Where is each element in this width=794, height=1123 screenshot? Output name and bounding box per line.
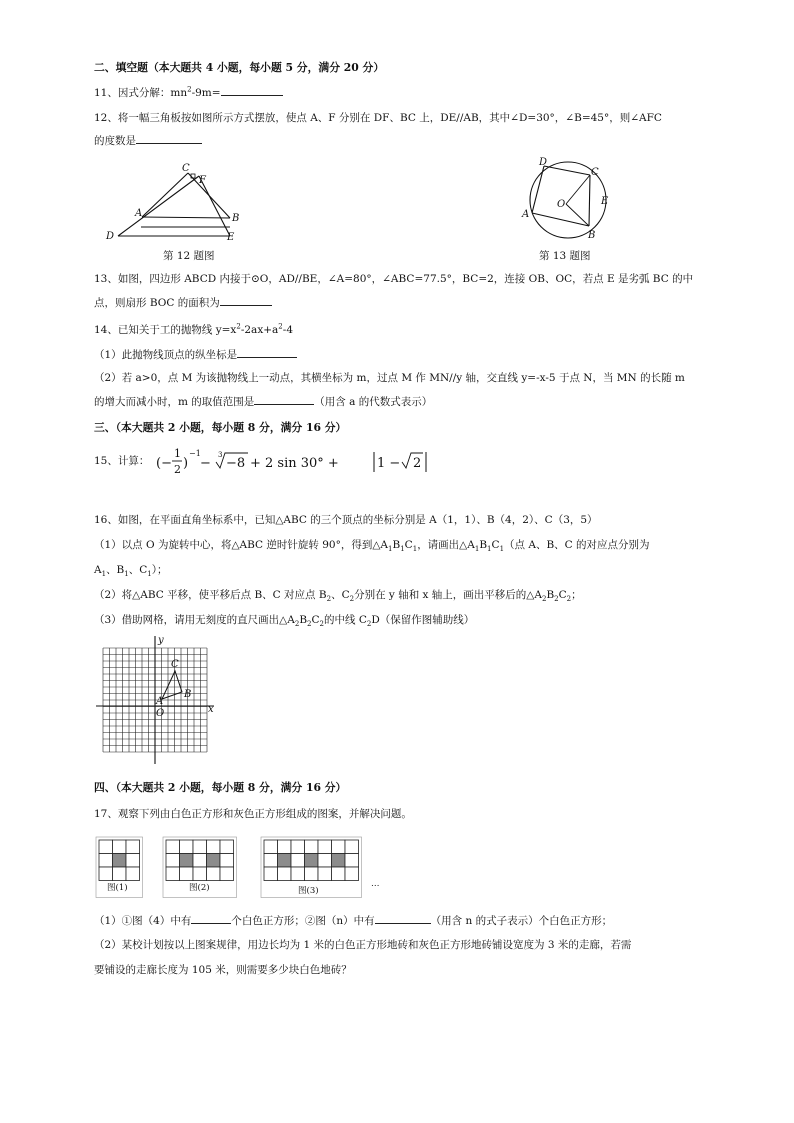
question-14-part2-line2	[94, 393, 706, 410]
q16-text: （1）以点 O 为旋转中心，将△ABC 逆时针旋转 90°，得到△A	[94, 539, 389, 551]
white-square	[291, 867, 305, 881]
q16-sub: 2	[566, 595, 572, 604]
q16-sub: 1	[487, 545, 492, 554]
q16-sub: 1	[124, 570, 129, 579]
q15-frac-num: 1	[174, 447, 181, 460]
q15-root-arg: −8	[226, 456, 246, 471]
q16-text: B	[479, 539, 488, 551]
white-square	[305, 867, 319, 881]
question-16-part1-line2	[94, 562, 706, 578]
label-a: A	[135, 208, 143, 219]
line-da	[532, 166, 544, 213]
line-ab	[142, 217, 230, 218]
white-square	[264, 854, 278, 868]
white-square	[278, 867, 292, 881]
q16-text: ；	[571, 589, 582, 601]
q14-exp1: 2	[236, 322, 241, 331]
white-square	[278, 840, 292, 854]
label-e: E	[227, 232, 235, 243]
gray-square	[180, 854, 194, 868]
pattern-ellipsis: …	[371, 879, 380, 889]
q14-exp2: 2	[278, 322, 283, 331]
q14-text-mid: -2ax+a	[240, 324, 279, 336]
question-17-part1	[94, 912, 706, 929]
label-x: x	[208, 704, 214, 715]
question-12-line1: 12、将一幅三角板按如图所示方式摆放，使点 A、F 分别在 DF、BC 上，DE//AB，其中∠D=30°，∠B=45°，则∠AFC	[94, 112, 662, 124]
q16-sub: 1	[388, 545, 393, 554]
pattern-label-3: 图(3)	[298, 886, 319, 896]
q16-sub: 1	[412, 545, 418, 554]
q16-sub: 2	[319, 620, 325, 629]
q16-sub: 2	[349, 595, 355, 604]
q15-exponent: −1	[189, 449, 201, 458]
question-17-part2-line1: （2）某校计划按以上图案规律，用边长均为 1 米的白色正方形地砖和灰色正方形地砖铺设宽度为 3 米的走廊，若需	[94, 939, 632, 951]
q17-p1-blank2[interactable]	[375, 912, 431, 924]
q16-text: （点 A、B、C 的对应点分别为	[504, 539, 650, 551]
line-oc	[566, 175, 590, 204]
q12-text: 的度数是	[94, 135, 136, 147]
q15-root-index: 3	[218, 451, 223, 459]
q15-minus: −	[200, 456, 211, 471]
white-square	[193, 867, 207, 881]
label-d: D	[539, 157, 548, 168]
line-ob	[566, 204, 589, 226]
gray-square	[278, 854, 292, 868]
question-15	[94, 446, 706, 476]
white-square	[126, 840, 140, 854]
white-square	[113, 867, 127, 881]
q16-sub: 1	[101, 570, 107, 579]
white-square	[99, 840, 113, 854]
question-16-part2	[94, 587, 706, 603]
q16-text: C	[404, 539, 413, 551]
gray-square	[305, 854, 319, 868]
q14-p1-text: （1）此抛物线顶点的纵坐标是	[94, 349, 238, 361]
question-17-line1: 17、观察下列由白色正方形和灰色正方形组成的图案，并解决问题。	[94, 808, 412, 820]
line-cb	[589, 175, 590, 226]
q16-text: B	[546, 589, 555, 601]
white-square	[180, 867, 194, 881]
q11-answer-blank[interactable]	[221, 84, 283, 96]
q16-text: （2）将△ABC 平移，使平移后点 B、C 对应点 B	[94, 589, 327, 601]
label-b: B	[232, 213, 240, 224]
q16-text: C	[311, 614, 320, 626]
section-3-heading: 三、（本大题共 2 小题，每小题 8 分，满分 16 分）	[94, 421, 347, 434]
q16-text: 、B	[106, 564, 125, 576]
q16-text: 的中线 C	[324, 614, 367, 626]
white-square	[126, 854, 140, 868]
q16-sub: 1	[400, 545, 405, 554]
white-square	[220, 854, 234, 868]
q13-text: 点，则扇形 BOC 的面积为	[94, 297, 220, 309]
white-square	[291, 854, 305, 868]
white-square	[318, 867, 332, 881]
q15-paren-open: (−	[156, 456, 172, 471]
q16-sub: 2	[307, 620, 312, 629]
pattern-label-2: 图(2)	[189, 883, 210, 893]
label-c: C	[171, 659, 179, 670]
q16-text: B	[392, 539, 401, 551]
white-square	[264, 840, 278, 854]
white-square	[318, 854, 332, 868]
q15-paren-close: )	[183, 456, 189, 471]
label-b: B	[184, 689, 192, 700]
q11-text: 11、因式分解：mn	[94, 87, 188, 99]
white-square	[166, 867, 180, 881]
question-13-line2	[94, 294, 706, 311]
q16-sub: 2	[541, 595, 547, 604]
label-o: O	[156, 708, 165, 719]
q16-text: A	[94, 564, 102, 576]
q16-text: ）；	[151, 564, 168, 576]
q16-text: C	[491, 539, 500, 551]
white-square	[207, 840, 221, 854]
q14-p2-text-end: （用含 a 的代数式表示）	[314, 396, 433, 408]
label-d: D	[106, 231, 115, 242]
figure-17-patterns	[96, 834, 396, 900]
q16-text: C	[558, 589, 567, 601]
q16-text: （3）借助网格，请用无刻度的直尺画出△A	[94, 614, 295, 626]
q16-text: ，请画出△A	[417, 539, 475, 551]
q15-abs-a: 1 −	[377, 456, 401, 471]
q15-label: 15、计算：	[94, 455, 150, 467]
white-square	[220, 867, 234, 881]
q11-exponent: 2	[187, 85, 192, 94]
white-square	[332, 867, 346, 881]
white-square	[318, 840, 332, 854]
figure-13-circle	[518, 155, 618, 245]
question-14-part2-line1: （2）若 a>0，点 M 为该抛物线上一动点，其横坐标为 m，过点 M 作 MN//y 轴，交直线 y=-x-5 于点 N，当 MN 的长随 m	[94, 372, 685, 384]
label-e: E	[601, 196, 609, 207]
q14-text: 14、已知关于工的抛物线 y=x	[94, 324, 237, 336]
white-square	[193, 840, 207, 854]
q15-abs-root: 2	[413, 456, 422, 471]
gray-square	[207, 854, 221, 868]
label-c: C	[591, 167, 599, 178]
q15-frac-den: 2	[174, 463, 181, 476]
q14-p2-blank[interactable]	[254, 393, 314, 405]
q16-sub: 1	[474, 545, 480, 554]
q17-p1-text-end: （用含 n 的式子表示）个白色正方形；	[430, 915, 613, 927]
white-square	[99, 854, 113, 868]
q15-sin-term: + 2 sin 30° +	[250, 456, 339, 471]
q16-text: B	[299, 614, 308, 626]
question-14	[94, 322, 706, 338]
question-14-part1	[94, 346, 706, 363]
label-o: O	[557, 199, 566, 210]
question-11	[94, 84, 706, 101]
question-17-part2-line2: 要铺设的走廊长度为 105 米，则需要多少块白色地砖？	[94, 964, 352, 976]
figure-13-caption: 第 13 题图	[539, 250, 591, 262]
q16-text: 、C	[128, 564, 148, 576]
q11-text-end: -9m=	[191, 87, 221, 99]
white-square	[332, 840, 346, 854]
white-square	[113, 840, 127, 854]
white-square	[99, 867, 113, 881]
triangle-abc	[162, 671, 182, 699]
question-16-line1: 16、如图，在平面直角坐标系中，已知△ABC 的三个顶点的坐标分别是 A（1，1）、B（4，2）、C（3，5）	[94, 514, 598, 526]
q15-expression	[156, 446, 456, 478]
white-square	[345, 840, 359, 854]
line-cb	[188, 173, 230, 218]
gray-square	[332, 854, 346, 868]
q14-p1-blank[interactable]	[237, 346, 297, 358]
question-16-part1-line1	[94, 537, 706, 553]
question-13-line1: 13、如图，四边形 ABCD 内接于⊙O，AD//BE，∠A=80°，∠ABC=77.5°，BC=2，连接 OB、OC，若点 E 是劣弧 BC 的中	[94, 273, 694, 285]
pattern-label-1: 图(1)	[107, 883, 128, 893]
section-4-heading: 四、（本大题共 2 小题，每小题 8 分，满分 16 分）	[94, 781, 347, 794]
section-2-heading: 二、填空题（本大题共 4 小题，每小题 5 分，满分 20 分）	[94, 61, 385, 74]
label-y: y	[158, 635, 164, 646]
q14-text-end: -4	[282, 324, 293, 336]
q17-p1-text-mid: 个白色正方形；②图（n）中有	[231, 915, 375, 927]
q16-sub: 2	[294, 620, 300, 629]
q16-sub: 1	[147, 570, 152, 579]
white-square	[305, 840, 319, 854]
white-square	[345, 854, 359, 868]
white-square	[264, 867, 278, 881]
white-square	[207, 867, 221, 881]
pattern-tiles	[96, 837, 362, 898]
q16-text: D（保留作图辅助线）	[371, 614, 475, 626]
q17-p1-text: （1）①图（4）中有	[94, 915, 192, 927]
q13-answer-blank[interactable]	[220, 294, 272, 306]
q16-sub: 2	[366, 620, 372, 629]
white-square	[220, 840, 234, 854]
q16-text: 分别在 y 轴和 x 轴上，画出平移后的△A	[354, 589, 542, 601]
q16-sub: 2	[326, 595, 332, 604]
label-a: A	[156, 696, 164, 707]
label-f: F	[199, 175, 206, 186]
line-ab	[532, 213, 589, 226]
q16-sub: 2	[554, 595, 559, 604]
white-square	[291, 840, 305, 854]
label-b: B	[588, 230, 596, 241]
gray-square	[113, 854, 127, 868]
label-c: C	[182, 163, 190, 174]
white-square	[180, 840, 194, 854]
white-square	[193, 854, 207, 868]
white-square	[345, 867, 359, 881]
q16-sub: 1	[499, 545, 505, 554]
line-dc	[544, 166, 590, 175]
q16-text: 、C	[331, 589, 350, 601]
figure-12-caption: 第 12 题图	[163, 250, 215, 262]
white-square	[166, 854, 180, 868]
label-a: A	[522, 209, 530, 220]
white-square	[126, 867, 140, 881]
q14-p2-text: 的增大而减小时，m 的取值范围是	[94, 396, 255, 408]
q17-p1-blank1[interactable]	[191, 912, 231, 924]
question-12-line2	[94, 132, 706, 149]
coordinate-grid	[96, 634, 226, 769]
figure-12-set-squares	[100, 160, 260, 245]
q12-answer-blank[interactable]	[136, 132, 202, 144]
white-square	[166, 840, 180, 854]
line-ac	[142, 173, 188, 217]
question-16-part3	[94, 612, 706, 628]
